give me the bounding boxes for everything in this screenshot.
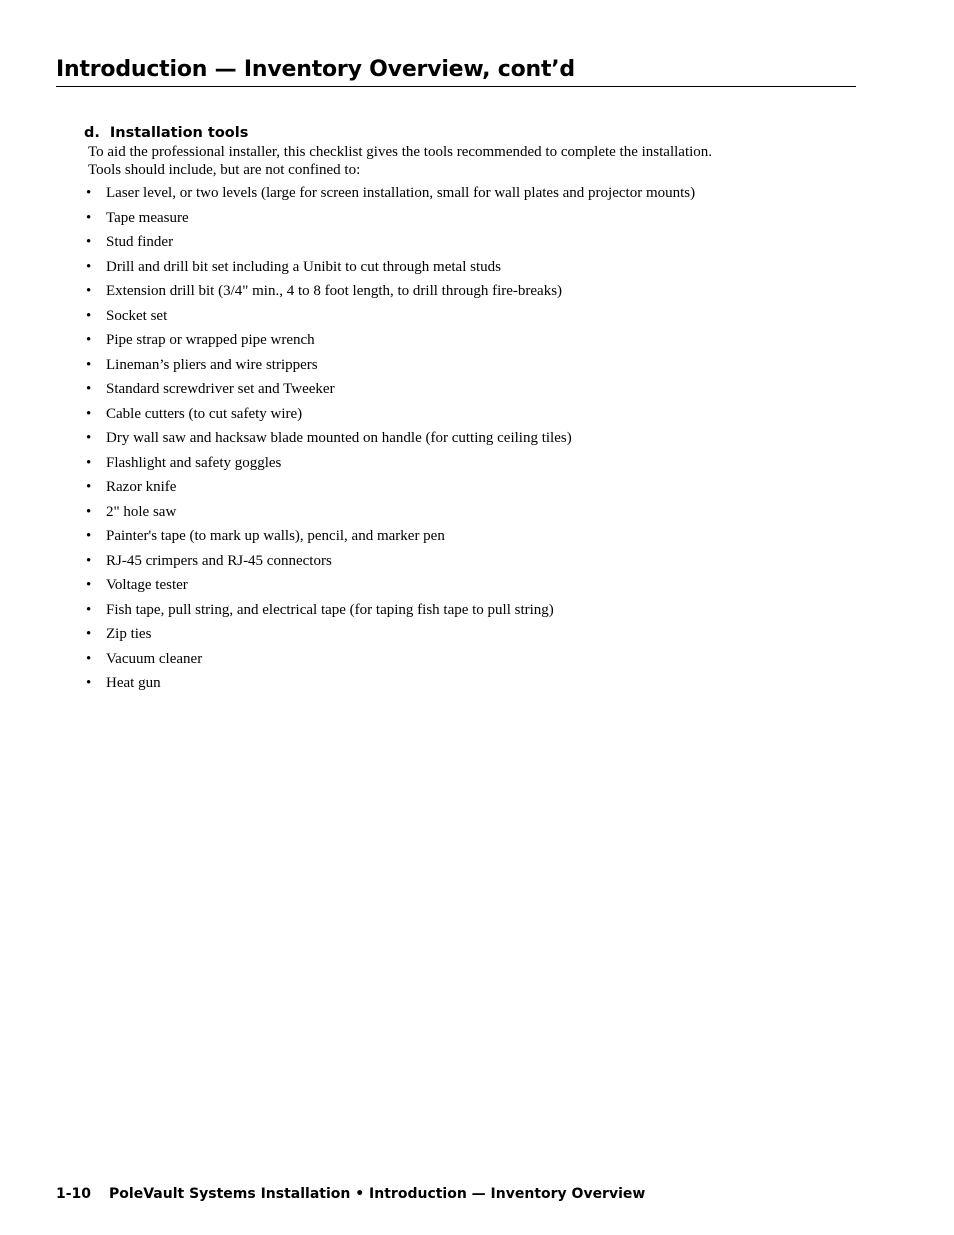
list-item-text: Cable cutters (to cut safety wire) [106, 405, 303, 422]
list-item [84, 622, 695, 647]
bullet-icon: • [86, 405, 92, 422]
list-item-text: Dry wall saw and hacksaw blade mounted on handle (for cutting ceiling tiles) [106, 430, 572, 446]
list-item-text: 2" hole saw [106, 503, 177, 520]
page-title: Introduction — Inventory Overview, cont’d [56, 57, 575, 82]
section-title: Installation tools [109, 125, 249, 141]
list-item-text: Lineman’s pliers and wire strippers [106, 356, 318, 373]
bullet-icon: • [86, 430, 92, 446]
tools-checklist [84, 181, 695, 696]
list-item-text: Fish tape, pull string, and electrical tape (for taping fish tape to pull string) [106, 601, 554, 618]
list-item [84, 524, 695, 549]
bullet-icon: • [86, 209, 92, 226]
bullet-icon: • [86, 332, 92, 348]
list-item [84, 230, 695, 255]
page-footer [56, 1184, 645, 1204]
footer-text: PoleVault Systems Installation • Introduction — Inventory Overview [109, 1186, 646, 1202]
list-item-text: Pipe strap or wrapped pipe wrench [106, 332, 315, 348]
list-item-text: Extension drill bit (3/4" min., 4 to 8 foot length, to drill through fire-breaks) [106, 283, 563, 299]
list-item-text: Zip ties [106, 626, 152, 642]
bullet-icon: • [86, 234, 92, 250]
list-item-text: Vacuum cleaner [106, 650, 203, 667]
section-intro [88, 143, 788, 179]
bullet-icon: • [86, 577, 92, 593]
list-item-text: RJ-45 crimpers and RJ-45 connectors [106, 552, 332, 569]
list-item-text: Flashlight and safety goggles [106, 454, 282, 471]
list-item-text: Voltage tester [106, 577, 188, 593]
bullet-icon: • [86, 675, 92, 691]
bullet-icon: • [86, 185, 92, 201]
list-item [84, 573, 695, 598]
list-item [84, 475, 695, 500]
bullet-icon: • [86, 283, 92, 299]
list-item [84, 402, 695, 427]
list-item [84, 181, 695, 206]
list-item [84, 500, 695, 525]
list-item-text: Socket set [106, 307, 168, 324]
intro-line-1: To aid the professional installer, this checklist gives the tools recommended to complete the installation. [88, 144, 713, 160]
bullet-icon: • [86, 258, 92, 275]
list-item [84, 328, 695, 353]
list-item-text: Standard screwdriver set and Tweeker [106, 381, 335, 397]
bullet-icon: • [86, 528, 92, 544]
bullet-icon: • [86, 479, 92, 495]
bullet-icon: • [86, 503, 92, 520]
title-divider [56, 86, 856, 87]
list-item-text: Drill and drill bit set including a Unibit to cut through metal studs [106, 258, 501, 275]
list-item-text: Laser level, or two levels (large for screen installation, small for wall plates and projector mounts) [106, 185, 696, 201]
page-number: 1-10 [56, 1186, 92, 1202]
list-item [84, 451, 695, 476]
bullet-icon: • [86, 601, 92, 618]
bullet-icon: • [86, 381, 92, 397]
list-item [84, 377, 695, 402]
list-item [84, 671, 695, 696]
list-item-text: Tape measure [106, 209, 189, 226]
list-item [84, 255, 695, 280]
bullet-icon: • [86, 356, 92, 373]
list-item [84, 426, 695, 451]
list-item [84, 647, 695, 672]
bullet-icon: • [86, 454, 92, 471]
list-item [84, 206, 695, 231]
bullet-icon: • [86, 307, 92, 324]
list-item [84, 598, 695, 623]
intro-line-2: Tools should include, but are not confined to: [88, 162, 361, 178]
list-item [84, 279, 695, 304]
list-item [84, 304, 695, 329]
list-item-text: Painter's tape (to mark up walls), pencil, and marker pen [106, 528, 445, 544]
bullet-icon: • [86, 650, 92, 667]
list-item-text: Heat gun [106, 675, 161, 691]
section-heading [84, 123, 248, 143]
list-item [84, 549, 695, 574]
bullet-icon: • [86, 552, 92, 569]
list-item-text: Stud finder [106, 234, 174, 250]
section-letter: d. [84, 125, 100, 141]
list-item-text: Razor knife [106, 479, 177, 495]
bullet-icon: • [86, 626, 92, 642]
list-item [84, 353, 695, 378]
